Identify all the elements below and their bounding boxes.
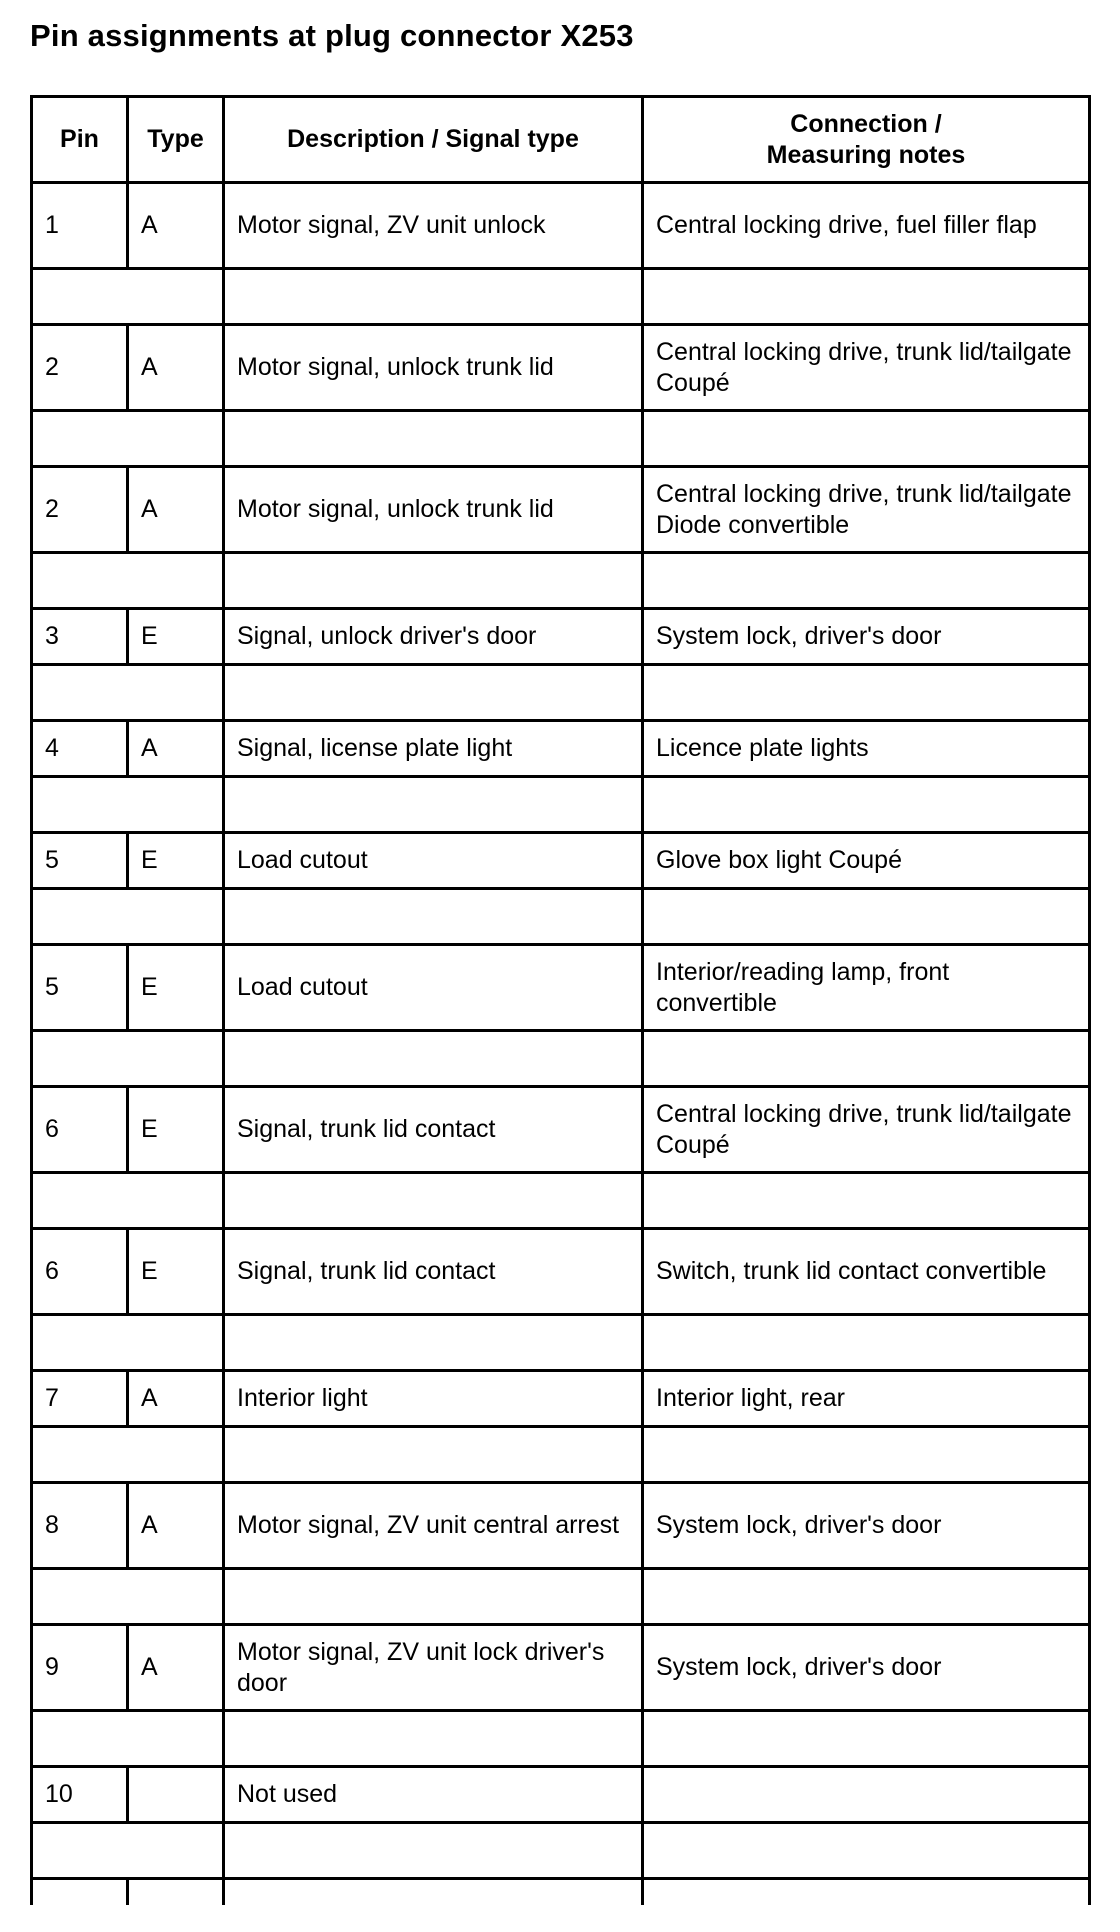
pin-cell: 5 — [32, 945, 128, 1031]
table-row — [32, 945, 1090, 1031]
type-cell: E — [128, 945, 224, 1031]
description-cell: Signal, trunk lid contact — [224, 1229, 643, 1315]
spacer-cell — [224, 1823, 643, 1879]
spacer-cell — [224, 1427, 643, 1483]
spacer-row — [32, 411, 1090, 467]
pin-cell: 6 — [32, 1229, 128, 1315]
spacer-cell — [32, 777, 224, 833]
spacer-cell — [32, 1173, 224, 1229]
pin-cell: 5 — [32, 833, 128, 889]
spacer-cell — [32, 1823, 224, 1879]
spacer-row — [32, 1315, 1090, 1371]
spacer-cell — [32, 1315, 224, 1371]
table-row — [32, 721, 1090, 777]
spacer-cell — [32, 1427, 224, 1483]
spacer-cell — [643, 269, 1090, 325]
pin-cell: 1 — [32, 183, 128, 269]
pin-cell: 8 — [32, 1483, 128, 1569]
spacer-cell — [32, 553, 224, 609]
header-notes-line1: Connection / — [790, 109, 942, 138]
type-cell: E — [128, 1087, 224, 1173]
notes-cell: Central locking drive, fuel filler flap — [643, 183, 1090, 269]
description-cell: Interior light — [224, 1371, 643, 1427]
type-cell: E — [128, 833, 224, 889]
spacer-cell — [32, 665, 224, 721]
spacer-cell — [224, 1711, 643, 1767]
header-notes-line2: Measuring notes — [766, 140, 966, 169]
notes-cell: Interior light, rear — [643, 1371, 1090, 1427]
notes-cell: Glove box light Coupé — [643, 833, 1090, 889]
table-header-row — [32, 97, 1090, 183]
notes-cell: Interior/reading lamp, front convertible — [643, 945, 1090, 1031]
table-row — [32, 1625, 1090, 1711]
spacer-cell — [32, 411, 224, 467]
description-cell: Signal, license plate light — [224, 721, 643, 777]
spacer-cell — [224, 553, 643, 609]
spacer-cell — [643, 665, 1090, 721]
spacer-cell — [32, 1711, 224, 1767]
pin-assignment-table — [30, 95, 1091, 1905]
spacer-cell — [643, 889, 1090, 945]
type-cell: A — [128, 1483, 224, 1569]
description-cell: Motor signal, ZV unit central arrest — [224, 1483, 643, 1569]
description-cell: Motor signal, ZV unit unlock — [224, 183, 643, 269]
type-cell: A — [128, 721, 224, 777]
spacer-row — [32, 665, 1090, 721]
type-cell — [128, 1767, 224, 1823]
type-cell: A — [128, 467, 224, 553]
table-row — [32, 467, 1090, 553]
pin-cell: 4 — [32, 721, 128, 777]
type-cell: A — [128, 325, 224, 411]
spacer-row — [32, 1569, 1090, 1625]
pin-cell: 2 — [32, 325, 128, 411]
description-cell: Signal, unlock driver's door — [224, 609, 643, 665]
continuation-cell — [224, 1879, 643, 1906]
spacer-cell — [224, 1031, 643, 1087]
table-row — [32, 1483, 1090, 1569]
type-cell: A — [128, 1625, 224, 1711]
spacer-row — [32, 553, 1090, 609]
header-type: Type — [128, 97, 224, 183]
spacer-cell — [224, 665, 643, 721]
spacer-cell — [643, 1427, 1090, 1483]
spacer-cell — [643, 777, 1090, 833]
table-row — [32, 833, 1090, 889]
description-cell: Motor signal, unlock trunk lid — [224, 325, 643, 411]
spacer-row — [32, 1823, 1090, 1879]
type-cell: A — [128, 183, 224, 269]
spacer-cell — [32, 1569, 224, 1625]
table-row — [32, 1371, 1090, 1427]
spacer-cell — [224, 1569, 643, 1625]
page-title: Pin assignments at plug connector X253 — [30, 18, 634, 53]
type-cell: E — [128, 609, 224, 665]
spacer-row — [32, 1031, 1090, 1087]
table-row — [32, 325, 1090, 411]
notes-cell: Licence plate lights — [643, 721, 1090, 777]
spacer-cell — [643, 411, 1090, 467]
table-continuation-row — [32, 1879, 1090, 1906]
spacer-cell — [643, 1823, 1090, 1879]
spacer-cell — [32, 889, 224, 945]
spacer-cell — [643, 553, 1090, 609]
table-row — [32, 1087, 1090, 1173]
spacer-cell — [32, 1031, 224, 1087]
spacer-row — [32, 1427, 1090, 1483]
spacer-row — [32, 1711, 1090, 1767]
notes-cell: Central locking drive, trunk lid/tailgate Diode convertible — [643, 467, 1090, 553]
spacer-cell — [643, 1315, 1090, 1371]
description-cell: Motor signal, ZV unit lock driver's door — [224, 1625, 643, 1711]
spacer-row — [32, 889, 1090, 945]
spacer-row — [32, 777, 1090, 833]
notes-cell: Central locking drive, trunk lid/tailgate Coupé — [643, 1087, 1090, 1173]
spacer-cell — [643, 1711, 1090, 1767]
header-description: Description / Signal type — [224, 97, 643, 183]
table-row — [32, 609, 1090, 665]
notes-cell: System lock, driver's door — [643, 609, 1090, 665]
continuation-cell — [643, 1879, 1090, 1906]
spacer-cell — [224, 777, 643, 833]
spacer-cell — [224, 889, 643, 945]
spacer-cell — [643, 1173, 1090, 1229]
pin-cell: 6 — [32, 1087, 128, 1173]
spacer-cell — [224, 411, 643, 467]
notes-cell — [643, 1767, 1090, 1823]
description-cell: Load cutout — [224, 945, 643, 1031]
pin-cell: 9 — [32, 1625, 128, 1711]
type-cell: A — [128, 1371, 224, 1427]
pin-cell: 3 — [32, 609, 128, 665]
spacer-cell — [224, 1173, 643, 1229]
spacer-row — [32, 269, 1090, 325]
spacer-cell — [224, 269, 643, 325]
description-cell: Not used — [224, 1767, 643, 1823]
spacer-cell — [643, 1569, 1090, 1625]
description-cell: Signal, trunk lid contact — [224, 1087, 643, 1173]
pin-cell: 7 — [32, 1371, 128, 1427]
continuation-cell — [32, 1879, 128, 1906]
spacer-cell — [224, 1315, 643, 1371]
spacer-cell — [32, 269, 224, 325]
spacer-row — [32, 1173, 1090, 1229]
table-row — [32, 1767, 1090, 1823]
description-cell: Motor signal, unlock trunk lid — [224, 467, 643, 553]
notes-cell: System lock, driver's door — [643, 1625, 1090, 1711]
pin-cell: 10 — [32, 1767, 128, 1823]
notes-cell: Switch, trunk lid contact convertible — [643, 1229, 1090, 1315]
header-pin: Pin — [32, 97, 128, 183]
description-cell: Load cutout — [224, 833, 643, 889]
table-row — [32, 183, 1090, 269]
type-cell: E — [128, 1229, 224, 1315]
table-row — [32, 1229, 1090, 1315]
pin-cell: 2 — [32, 467, 128, 553]
spacer-cell — [643, 1031, 1090, 1087]
header-notes — [643, 97, 1090, 183]
continuation-cell — [128, 1879, 224, 1906]
notes-cell: Central locking drive, trunk lid/tailgate Coupé — [643, 325, 1090, 411]
notes-cell: System lock, driver's door — [643, 1483, 1090, 1569]
